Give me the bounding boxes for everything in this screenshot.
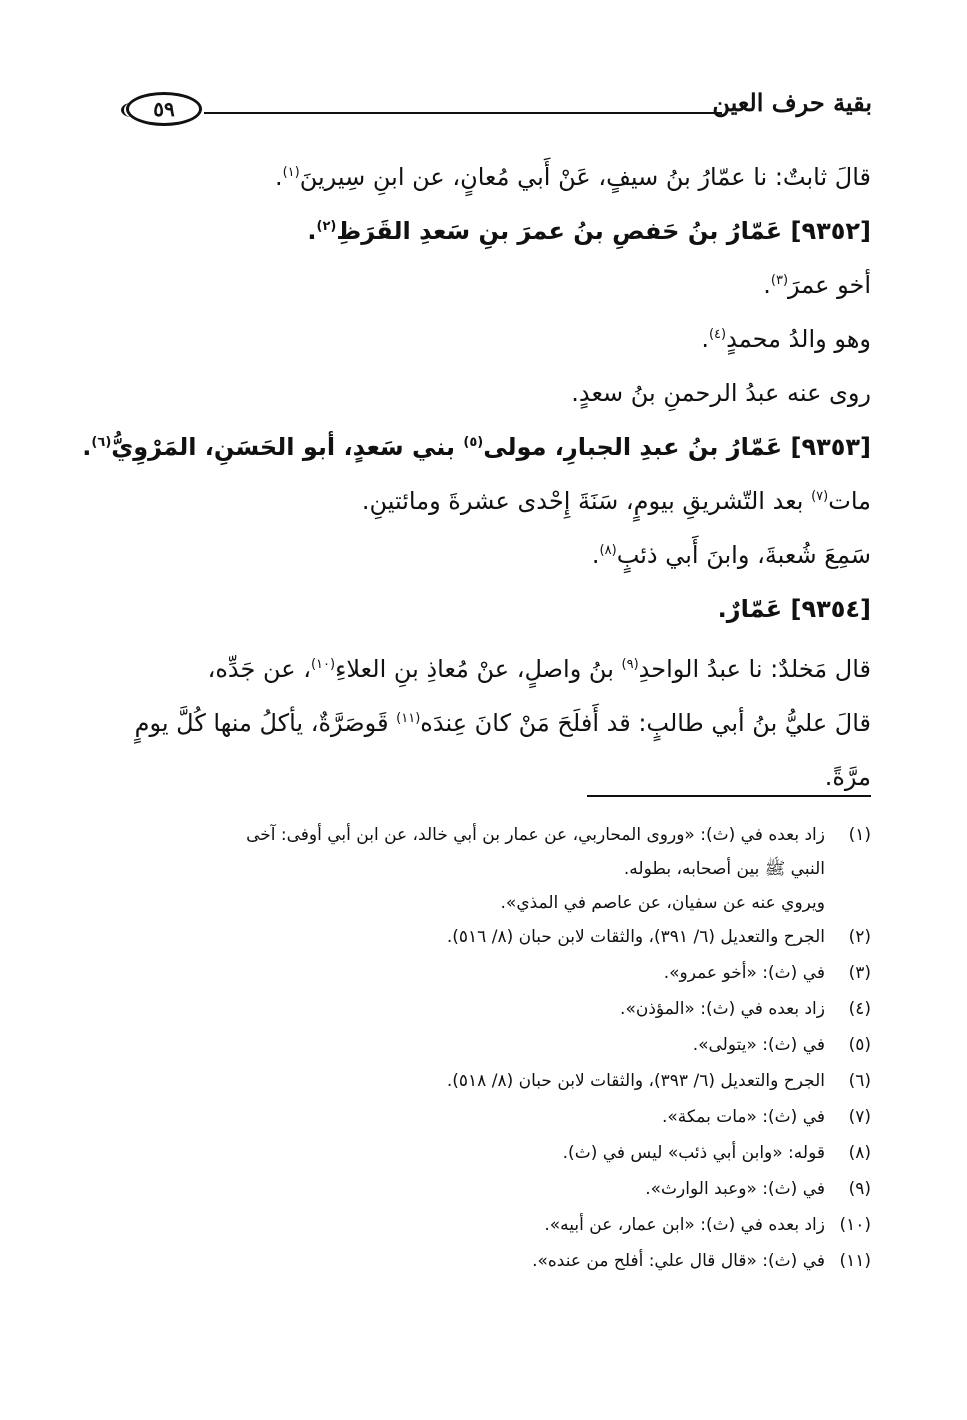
- footnote: [133, 1136, 871, 1172]
- footnote-text: الجرح والتعديل (٦/ ٣٩٣)، والثقات لابن حبان (٨/ ٥١٨).: [446, 1071, 825, 1091]
- text-line: مات$^{(٧)}$ بعد التّشريقِ بيومٍ، سَنَةَ إِحْدى عشرةَ ومائتينِ.: [361, 487, 871, 515]
- footnote-number: (٣): [848, 963, 871, 983]
- footnote-number: (٩): [848, 1179, 871, 1199]
- page-header: [120, 86, 872, 132]
- text-line: قال مَخلدٌ: نا عبدُ الواحدِ$^{(٩)}$ بنُ واصلٍ، عنْ مُعاذِ بنِ العلاءِ$^{(١٠)}$، عن جَدِّه،: [207, 655, 871, 683]
- footnote-mark[interactable]: (٩): [621, 657, 639, 672]
- main-text: [82, 150, 871, 804]
- footnote-text: زاد بعده في (ث): «وروى المحاربي، عن عمار بن أبي خالد، عن ابن أبي أوفى: آخى النبي ﷺ بين أصحابه، بطوله. ويروي عنه عن سفيان، عن عاصم في المذي».: [246, 825, 825, 913]
- footnote-mark[interactable]: (٣): [770, 273, 789, 288]
- footnote-number: (٤): [848, 999, 871, 1019]
- text-line: قالَ ثابتٌ: نا عمّارُ بنُ سيفٍ، عَنْ أَبي مُعانٍ، عن ابنِ سِيرينَ$^{(١)}$.: [274, 163, 871, 191]
- footnote-number: (١١): [839, 1251, 871, 1271]
- text-line: أخو عمرَ$^{(٣)}$.: [763, 271, 871, 299]
- text-line: وهو والدُ محمدٍ$^{(٤)}$.: [701, 325, 871, 353]
- footnote-text: في (ث): «يتولى».: [692, 1035, 825, 1055]
- text-line: سَمِعَ شُعبةَ، وابنَ أَبي ذئبٍ$^{(٨)}$.: [591, 541, 871, 569]
- footnote-text: في (ث): «وعبد الوارث».: [645, 1179, 825, 1199]
- text-line: روى عنه عبدُ الرحمنِ بنُ سعدٍ.: [571, 379, 871, 407]
- footnote: [133, 818, 871, 920]
- footnote-number: (٥): [848, 1035, 871, 1055]
- footnote-text: زاد بعده في (ث): «المؤذن».: [620, 999, 825, 1019]
- footnote-number: (٢): [848, 927, 871, 947]
- footnote-number: (١٠): [839, 1215, 871, 1235]
- footnote-text: قوله: «وابن أبي ذئب» ليس في (ث).: [562, 1143, 825, 1163]
- page-number: ٥٩: [153, 97, 175, 121]
- footnote-mark[interactable]: (٨): [599, 543, 617, 558]
- footnote-text: في (ث): «مات بمكة».: [661, 1107, 825, 1127]
- footnote-mark[interactable]: (٧): [811, 489, 829, 504]
- footnote-mark[interactable]: (٢): [316, 219, 337, 234]
- footnote: [133, 1208, 871, 1244]
- header-rule: [204, 112, 722, 114]
- footnote-mark[interactable]: (١١): [396, 711, 421, 726]
- footnote-mark[interactable]: (٥): [463, 435, 484, 450]
- entry-heading: [٩٣٥٢] عَمّارُ بنُ حَفصِ بنُ عمرَ بنِ سَعدِ القَرَظِ$^{(٢)}$.: [307, 217, 871, 245]
- footnote: [133, 1244, 871, 1280]
- footnote: [133, 1028, 871, 1064]
- running-title: بقية حرف العين: [712, 88, 872, 117]
- footnote-number: (٧): [848, 1107, 871, 1127]
- footnote-mark[interactable]: (٦): [91, 435, 112, 450]
- footnote-text: زاد بعده في (ث): «ابن عمار، عن أبيه».: [544, 1215, 825, 1235]
- footnote-number: (٦): [848, 1071, 871, 1091]
- footnote-mark[interactable]: (١): [282, 165, 300, 180]
- footnote: [133, 956, 871, 992]
- footnotes: [133, 818, 871, 1280]
- footnote-text: الجرح والتعديل (٦/ ٣٩١)، والثقات لابن حبان (٨/ ٥١٦).: [446, 927, 825, 947]
- page-number-badge: [126, 92, 202, 126]
- text-line: مرَّةً.: [824, 763, 871, 791]
- footnote-text: في (ث): «أخو عمرو».: [663, 963, 825, 983]
- footnote-separator: [587, 795, 871, 797]
- text-line: قالَ عليُّ بنُ أبي طالبٍ: قد أَفلَحَ مَنْ كانَ عِندَه$^{(١١)}$ قَوصَرَّةٌ، يأكلُ منها كُلَّ يومٍ: [134, 709, 871, 737]
- footnote-text: في (ث): «قال قال علي: أفلح من عنده».: [532, 1251, 825, 1271]
- footnote: [133, 992, 871, 1028]
- footnote: [133, 1064, 871, 1100]
- footnote-number: (١): [848, 825, 871, 845]
- footnote: [133, 920, 871, 956]
- footnote: [133, 1172, 871, 1208]
- entry-heading: [٩٣٥٣] عَمّارُ بنُ عبدِ الجبارِ، مولى$^{(٥)}$ بني سَعدٍ، أبو الحَسَنِ، المَرْوِيُّ$^{(٦)}$.: [82, 433, 871, 461]
- entry-heading: [٩٣٥٤] عَمّارٌ.: [717, 595, 871, 623]
- footnote-mark[interactable]: (٤): [708, 327, 727, 342]
- footnote-mark[interactable]: (١٠): [310, 657, 336, 672]
- footnote-number: (٨): [848, 1143, 871, 1163]
- footnote: [133, 1100, 871, 1136]
